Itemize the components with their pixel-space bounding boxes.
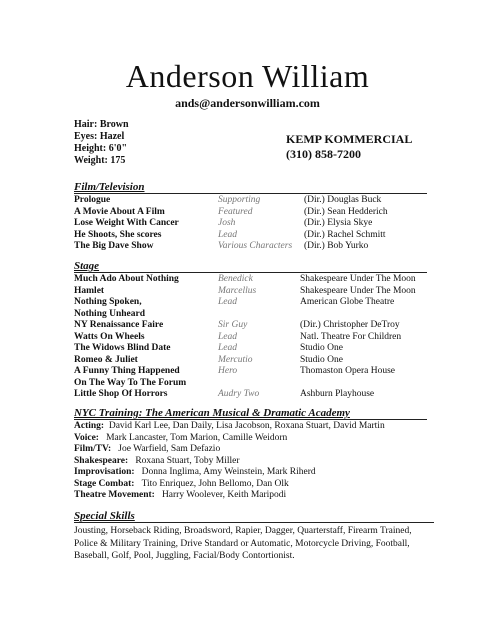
film-row <box>74 241 427 253</box>
physical-stats <box>74 119 129 167</box>
training-teachers: Joe Warfield, Sam Defazio <box>118 444 221 454</box>
stat-eyes: Eyes: Hazel <box>74 131 125 142</box>
credit-role: Lead <box>218 343 237 353</box>
stage-row <box>74 297 427 309</box>
actor-name: Anderson William <box>125 58 370 94</box>
stage-row <box>74 378 427 390</box>
credit-title: A Movie About A Film <box>74 206 165 217</box>
training-label: Acting: <box>74 421 105 431</box>
credit-venue: Shakespeare Under The Moon <box>300 285 416 296</box>
training-label: Theatre Movement: <box>74 490 155 500</box>
credit-title: Much Ado About Nothing <box>74 274 179 284</box>
training-row <box>74 421 427 433</box>
credit-title: Little Shop Of Horrors <box>74 389 168 399</box>
credit-role: Lead <box>218 331 237 342</box>
training-row <box>74 444 427 456</box>
stage-row <box>74 274 427 286</box>
credit-venue: Shakespeare Under The Moon <box>300 274 416 284</box>
stage-row <box>74 355 427 367</box>
stage-row <box>74 286 427 298</box>
skills-section-title: Special Skills <box>74 510 434 523</box>
stage-row <box>74 309 427 321</box>
stage-row <box>74 320 427 332</box>
credit-title: A Funny Thing Happened <box>74 366 180 376</box>
credit-title: On The Way To The Forum <box>74 377 187 388</box>
credit-role: Hero <box>218 366 238 376</box>
stat-height: Height: 6'0" <box>74 143 128 154</box>
credit-director: (Dir.) Douglas Buck <box>304 195 382 205</box>
credit-venue: Thomaston Opera House <box>300 366 395 376</box>
training-label: Film/TV: <box>74 444 112 454</box>
credit-role: Lead <box>218 297 237 307</box>
credit-venue: Ashburn Playhouse <box>300 389 375 399</box>
credit-director: (Dir.) Rachel Schmitt <box>304 229 386 240</box>
training-label: Voice: <box>74 432 99 443</box>
credit-role: Lead <box>218 229 237 240</box>
training-section-title: NYC Training: The American Musical & Dramatic Academy <box>74 407 427 420</box>
credit-title: NY Renaissance Faire <box>74 320 164 330</box>
credit-role: Marcellus <box>218 285 257 296</box>
credit-role: Mercutio <box>218 354 253 365</box>
credit-venue: (Dir.) Christopher DeTroy <box>300 320 400 330</box>
credit-title: Lose Weight With Cancer <box>74 218 179 228</box>
credit-director: (Dir.) Elysia Skye <box>304 218 373 228</box>
stage-row <box>74 343 427 355</box>
training-teachers: Roxana Stuart, Toby Miller <box>135 455 240 466</box>
credit-director: (Dir.) Bob Yurko <box>304 241 369 251</box>
credit-title: Prologue <box>74 195 111 205</box>
film-row <box>74 195 427 207</box>
credit-title: Watts On Wheels <box>74 331 145 342</box>
training-teachers: Donna Inglima, Amy Weinstein, Mark Riherd <box>141 467 316 477</box>
training-row <box>74 490 427 502</box>
stat-hair: Hair: Brown <box>74 119 129 130</box>
training-teachers: Mark Lancaster, Tom Marion, Camille Weidorn <box>106 432 288 443</box>
training-label: Shakespeare: <box>74 455 129 466</box>
credit-title: He Shoots, She scores <box>74 229 162 240</box>
stage-section-title: Stage <box>74 260 427 273</box>
training-teachers: Harry Woolever, Keith Maripodi <box>161 490 287 500</box>
credit-role: Sir Guy <box>218 320 248 330</box>
film-section-title: Film/Television <box>74 181 427 194</box>
stage-row <box>74 332 427 344</box>
training-row <box>74 467 427 479</box>
agent-phone: (310) 858-7200 <box>286 147 361 161</box>
credit-role: Benedick <box>218 274 253 284</box>
credit-role: Josh <box>218 218 236 228</box>
training-label: Stage Combat: <box>74 478 135 489</box>
credit-title: The Widows Blind Date <box>74 343 171 353</box>
stage-row <box>74 389 427 401</box>
training-label: Improvisation: <box>74 467 135 477</box>
credit-venue: Natl. Theatre For Children <box>300 331 402 342</box>
stage-section <box>74 260 427 401</box>
credit-title: The Big Dave Show <box>74 241 154 251</box>
credit-title: Nothing Unheard <box>74 308 145 319</box>
film-section <box>74 181 427 253</box>
credit-title: Romeo & Juliet <box>74 354 138 365</box>
skills-section <box>74 510 434 563</box>
credit-role: Supporting <box>218 195 261 205</box>
training-row <box>74 433 427 445</box>
credit-role: Audry Two <box>218 389 260 399</box>
credit-venue: Studio One <box>300 343 344 353</box>
film-row <box>74 230 427 242</box>
credit-role: Featured <box>218 206 253 217</box>
training-row <box>74 456 427 468</box>
skills-list: Jousting, Horseback Riding, Broadsword, Rapier, Dagger, Quarterstaff, Firearm Trained, Police & Military Training, Drive Standard or Automatic, Motorcycle Driving, Football, Baseball, Golf, Pool, Juggling, Facial/Body Contortionist. <box>74 526 412 561</box>
agent-name: KEMP KOMMERCIAL <box>286 132 413 146</box>
credit-venue: Studio One <box>300 354 344 365</box>
training-row <box>74 479 427 491</box>
stat-weight: Weight: 175 <box>74 155 126 166</box>
agent-contact <box>286 132 412 162</box>
training-section <box>74 407 427 502</box>
film-row <box>74 218 427 230</box>
credit-title: Hamlet <box>74 285 105 296</box>
actor-email: ands@andersonwilliam.com <box>175 96 320 110</box>
film-row <box>74 207 427 219</box>
training-teachers: Tito Enriquez, John Bellomo, Dan Olk <box>141 478 289 489</box>
credit-director: (Dir.) Sean Hedderich <box>304 206 388 217</box>
stage-row <box>74 366 427 378</box>
training-teachers: David Karl Lee, Dan Daily, Lisa Jacobson, Roxana Stuart, David Martin <box>108 421 385 431</box>
credit-title: Nothing Spoken, <box>74 297 142 307</box>
credit-venue: American Globe Theatre <box>300 297 395 307</box>
credit-role: Various Characters <box>218 241 293 251</box>
